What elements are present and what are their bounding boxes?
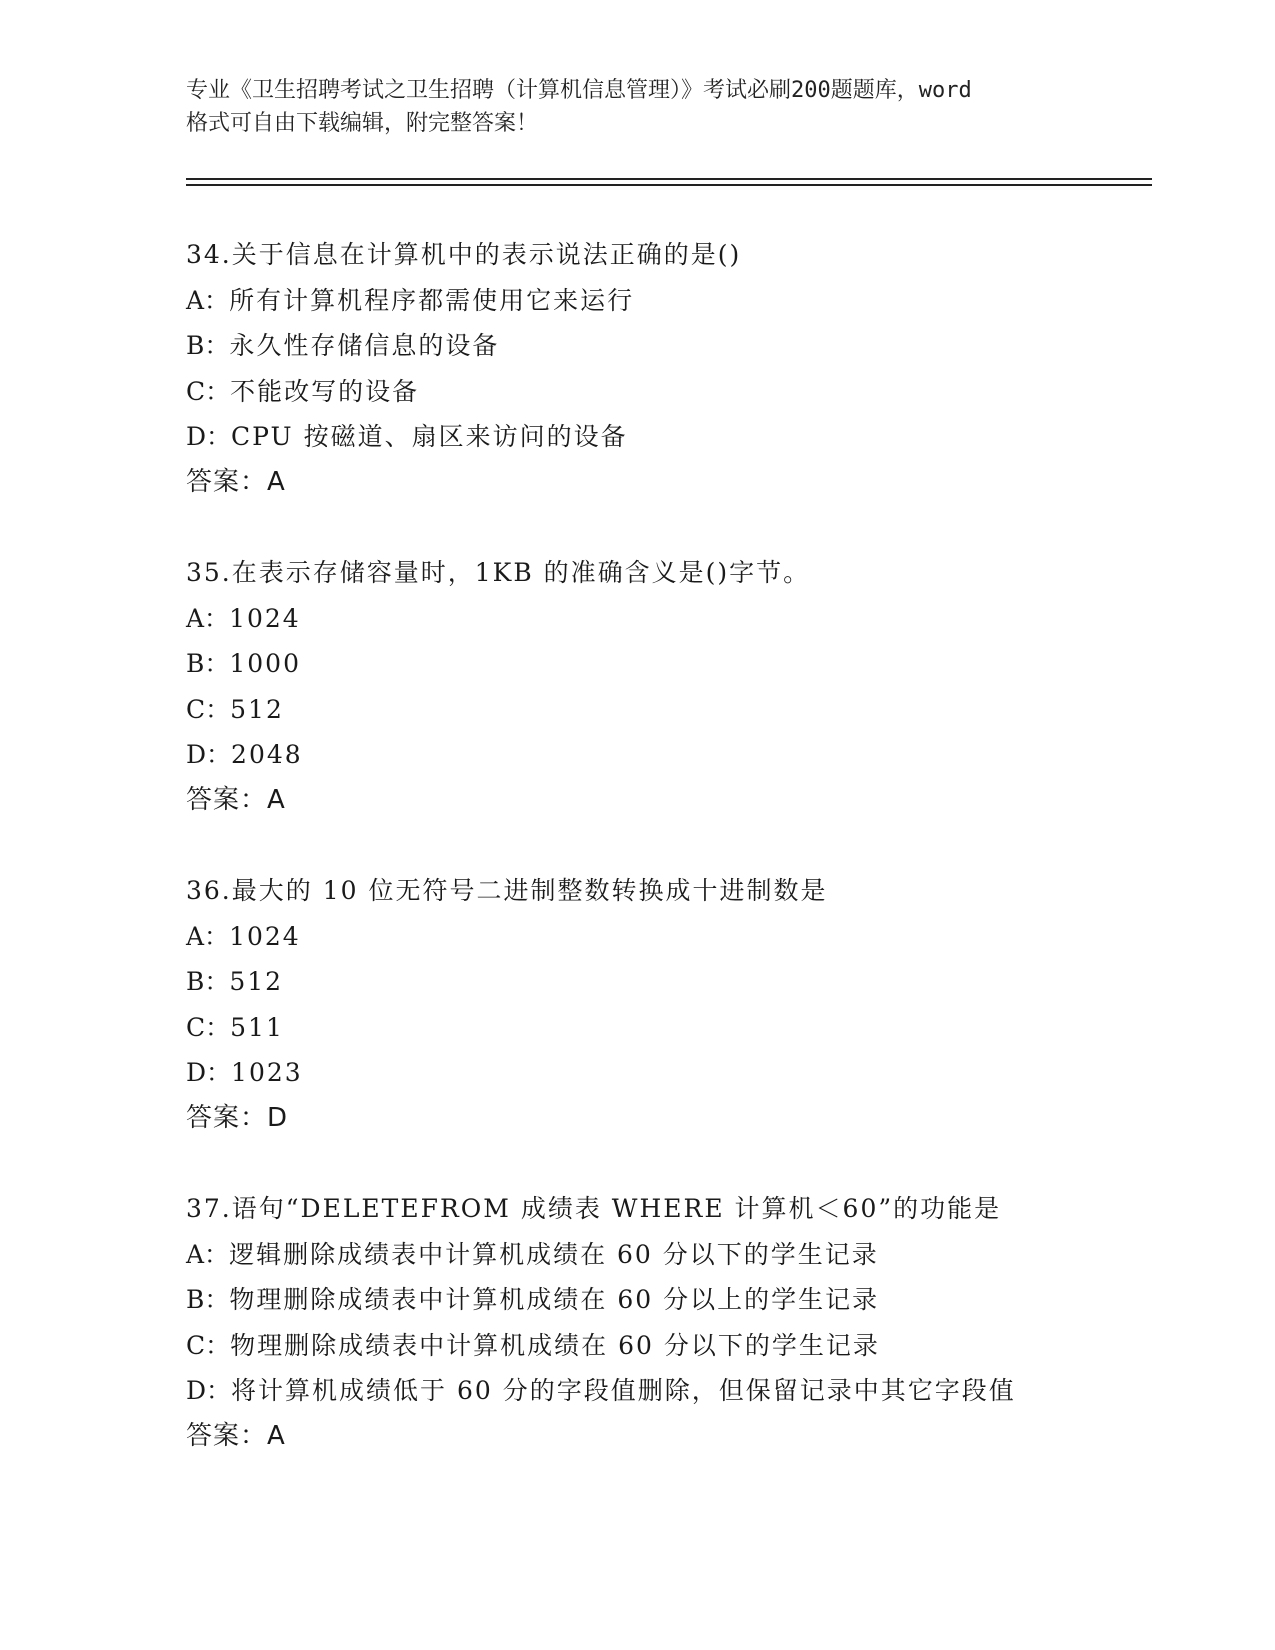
option-text: 物理删除成绩表中计算机成绩在 60 分以下的学生记录 xyxy=(230,1330,880,1360)
option-text: 物理删除成绩表中计算机成绩在 60 分以上的学生记录 xyxy=(229,1285,880,1314)
answer-line: 答案：A xyxy=(186,466,286,497)
option-prefix: C： xyxy=(186,1012,231,1042)
option-text: 所有计算机程序都需使用它来运行 xyxy=(229,285,635,315)
option-text: 1023 xyxy=(231,1058,303,1087)
option-text: 1024 xyxy=(229,921,301,951)
question-stem: 34.关于信息在计算机中的表示说法正确的是() xyxy=(186,240,742,269)
question-35 xyxy=(186,550,1146,823)
header-divider-bottom xyxy=(186,184,1152,186)
option-b xyxy=(186,959,1146,1005)
header-line-1: 专业《卫生招聘考试之卫生招聘（计算机信息管理）》考试必刷200题题库，word xyxy=(186,78,972,103)
option-text: 1024 xyxy=(229,603,301,633)
option-c xyxy=(186,1005,1146,1051)
option-a xyxy=(186,596,1146,642)
option-prefix: A： xyxy=(186,285,230,315)
option-prefix: C： xyxy=(186,376,231,406)
option-text: 512 xyxy=(229,967,284,996)
answer-line: 答案：A xyxy=(186,784,286,815)
option-prefix: A： xyxy=(186,1239,230,1269)
option-c xyxy=(186,1323,1146,1369)
option-prefix: D： xyxy=(186,1376,232,1405)
option-prefix: D： xyxy=(186,740,232,769)
option-b xyxy=(186,323,1146,369)
option-text: 不能改写的设备 xyxy=(230,376,420,406)
option-text: 将计算机成绩低于 60 分的字段值删除，但保留记录中其它字段值 xyxy=(231,1376,1016,1405)
answer-line: 答案：D xyxy=(186,1102,289,1133)
header-line-2: 格式可自由下载编辑，附完整答案！ xyxy=(186,111,539,136)
option-b xyxy=(186,641,1146,687)
option-text: 1000 xyxy=(229,649,301,678)
option-prefix: B： xyxy=(186,1285,230,1314)
question-36 xyxy=(186,868,1146,1141)
option-prefix: D： xyxy=(186,422,232,451)
option-prefix: A： xyxy=(186,921,230,951)
option-a xyxy=(186,1232,1146,1278)
question-stem: 35.在表示存储容量时，1KB 的准确含义是()字节。 xyxy=(186,558,811,587)
option-prefix: D： xyxy=(186,1058,232,1087)
option-text: 逻辑删除成绩表中计算机成绩在 60 分以下的学生记录 xyxy=(229,1239,879,1269)
question-37 xyxy=(186,1186,1146,1459)
question-stem: 36.最大的 10 位无符号二进制整数转换成十进制数是 xyxy=(186,876,828,905)
option-text: 2048 xyxy=(231,740,303,769)
option-d xyxy=(186,414,1146,460)
option-text: 512 xyxy=(230,694,284,724)
option-a xyxy=(186,914,1146,960)
option-text: 永久性存储信息的设备 xyxy=(229,331,500,360)
option-prefix: A： xyxy=(186,603,230,633)
option-prefix: B： xyxy=(186,967,230,996)
option-prefix: C： xyxy=(186,1330,231,1360)
question-34 xyxy=(186,232,1146,505)
option-a xyxy=(186,278,1146,324)
option-d xyxy=(186,1368,1146,1414)
question-stem: 37.语句“DELETEFROM 成绩表 WHERE 计算机＜60”的功能是 xyxy=(186,1194,1002,1223)
header-divider-top xyxy=(186,178,1152,180)
option-prefix: B： xyxy=(186,649,230,678)
option-c xyxy=(186,369,1146,415)
option-d xyxy=(186,732,1146,778)
option-prefix: C： xyxy=(186,694,231,724)
document-header xyxy=(186,74,1086,140)
answer-line: 答案：A xyxy=(186,1420,286,1451)
option-c xyxy=(186,687,1146,733)
option-d xyxy=(186,1050,1146,1096)
option-text: 511 xyxy=(230,1012,284,1042)
option-text: CPU 按磁道、扇区来访问的设备 xyxy=(231,422,628,451)
option-b xyxy=(186,1277,1146,1323)
option-prefix: B： xyxy=(186,331,230,360)
